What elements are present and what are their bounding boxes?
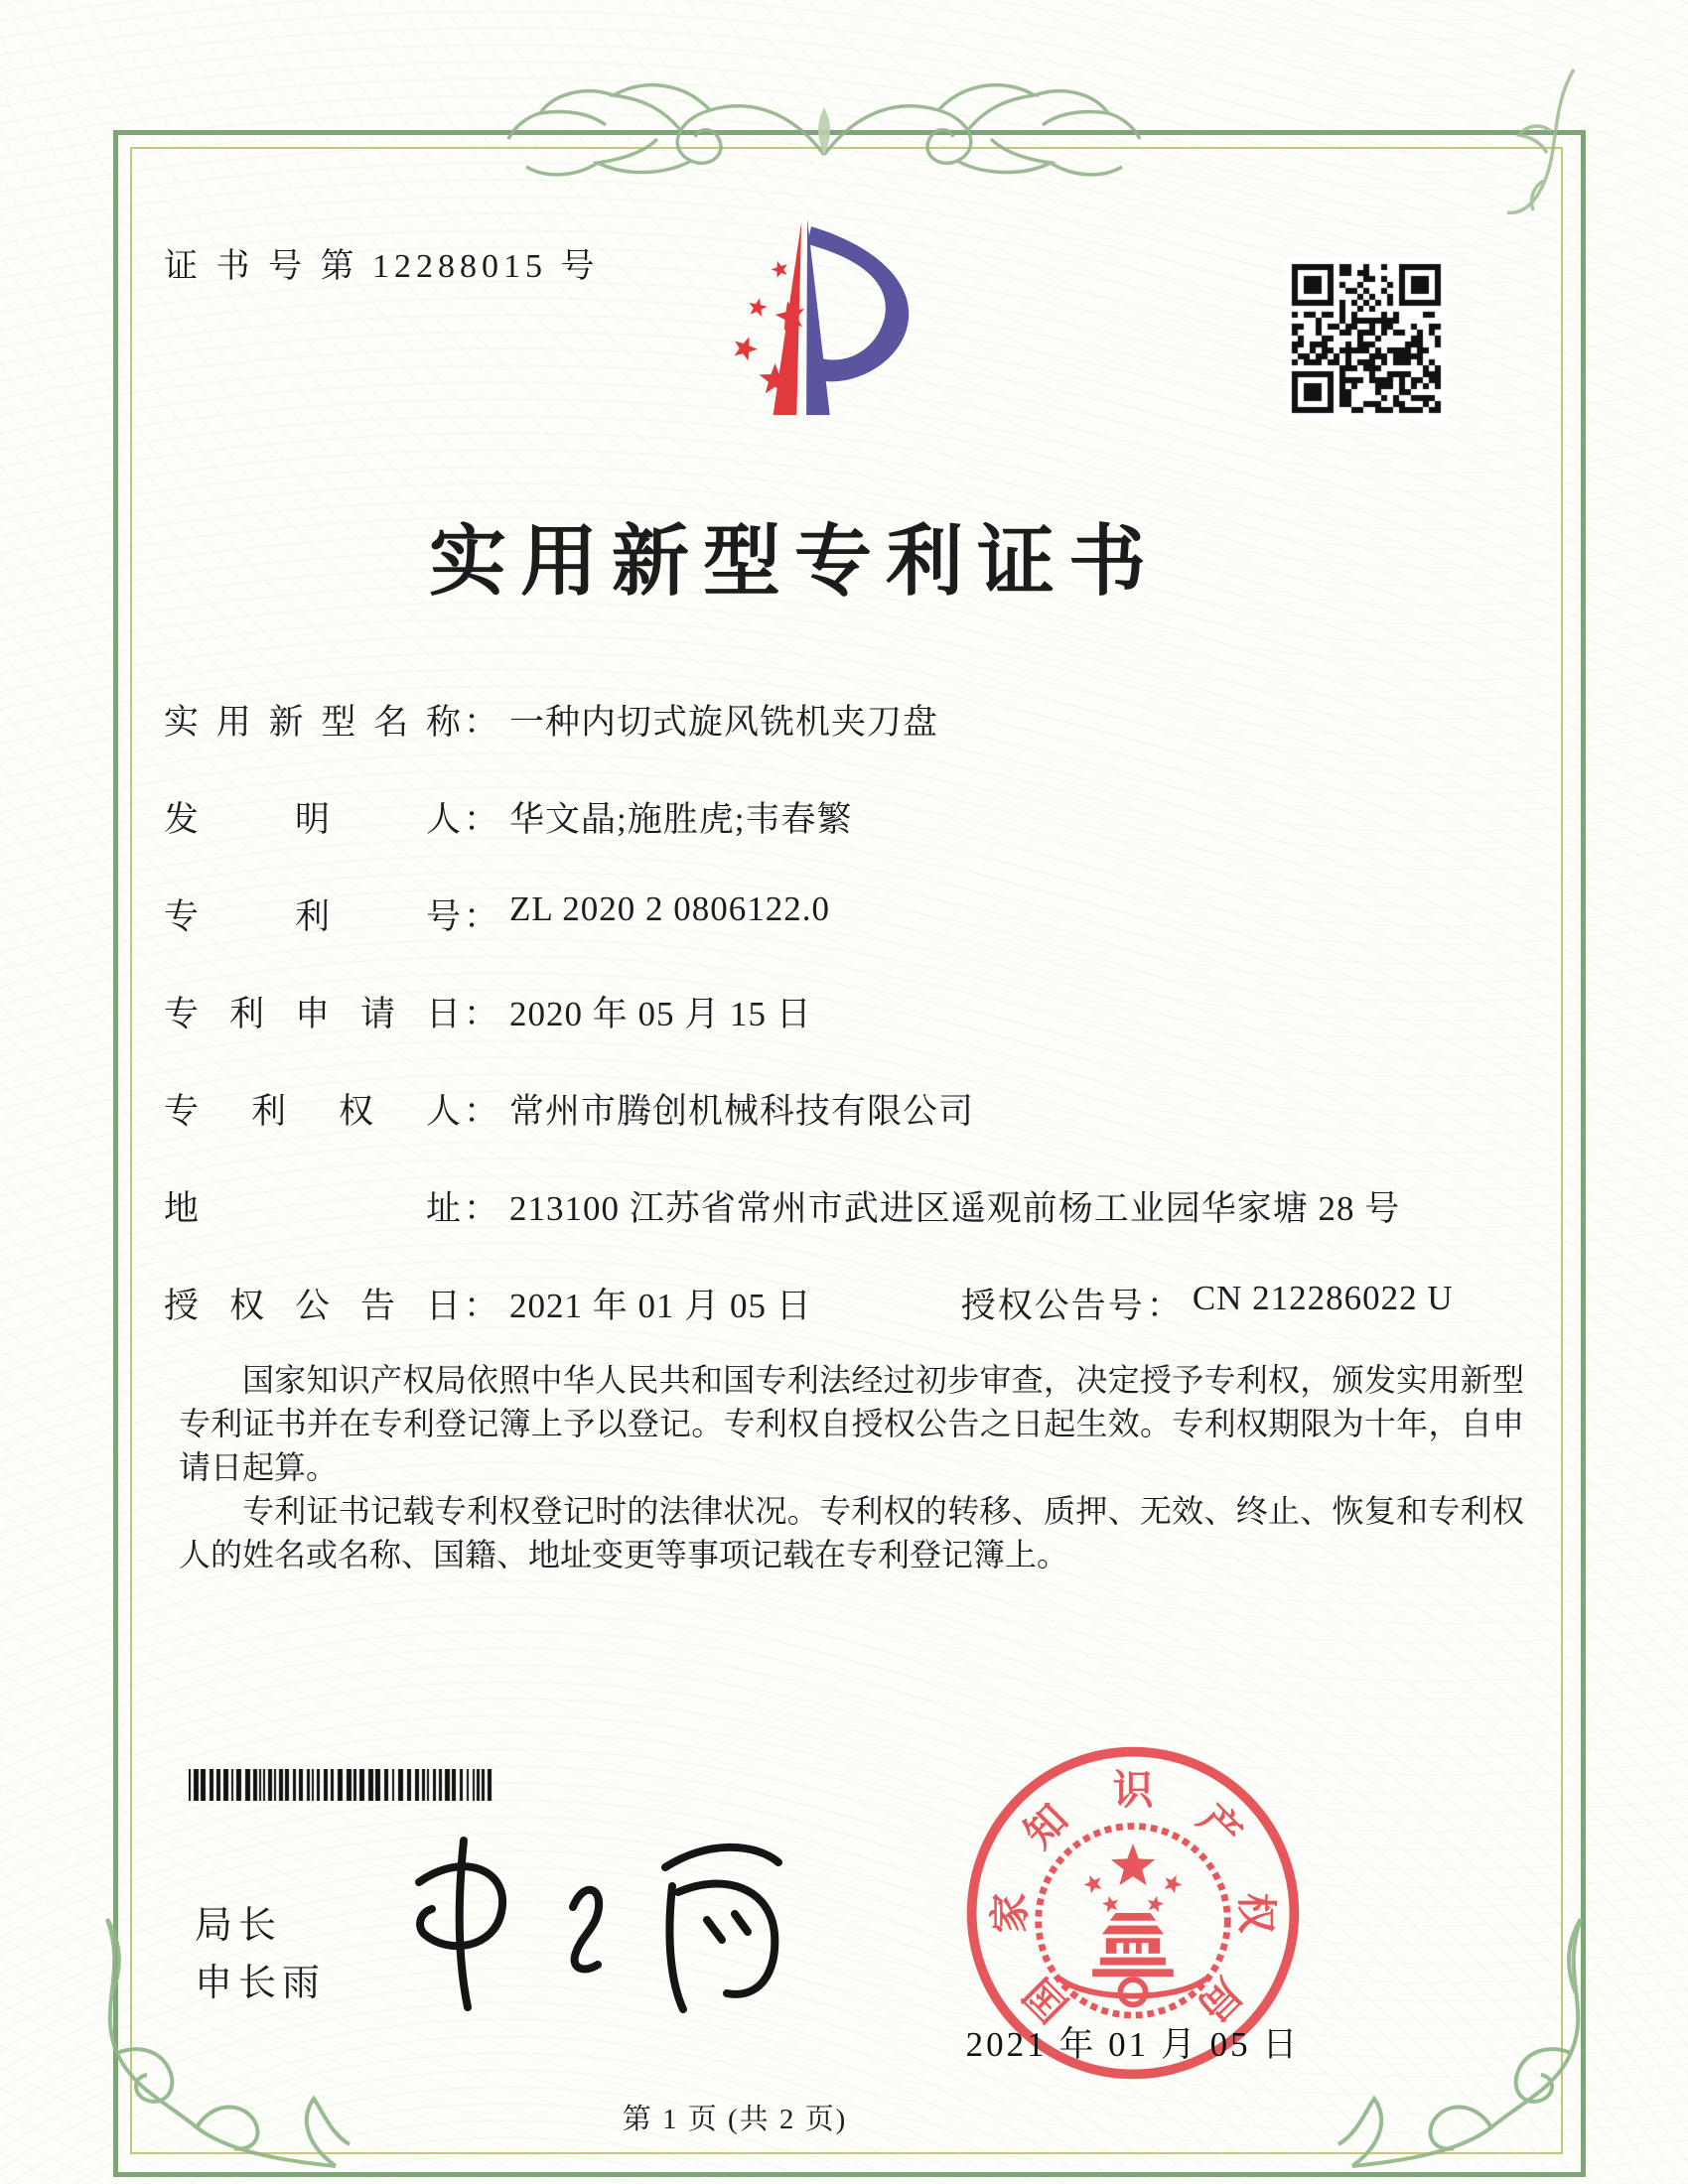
field-value: 2020 年 05 月 15 日 [509,995,812,1033]
field-colon: ： [464,703,500,742]
field-row-patent-number [164,889,1544,987]
field-label: 授权公告号 [960,1287,1145,1325]
field-colon: ： [464,1189,500,1228]
svg-text:权: 权 [1232,1892,1278,1934]
field-row-patentee [164,1084,1544,1181]
field-label: 专利号 [164,897,462,936]
cnipa-logo-icon [685,171,939,429]
field-label: 授权公告日 [164,1287,462,1325]
field-colon: ： [464,995,500,1033]
legal-text [179,1358,1524,1576]
field-row-inventor [164,792,1544,889]
field-list [164,695,1544,1376]
svg-text:局: 局 [1189,1969,1250,2030]
field-value: 2021 年 01 月 05 日 [509,1287,812,1325]
certificate-number: 证 书 号 第 12288015 号 [164,248,600,285]
field-value: 213100 江苏省常州市武进区遥观前杨工业园华家塘 28 号 [509,1189,1401,1228]
page-footer: 第 1 页 (共 2 页) [622,2104,848,2135]
field-colon: ： [464,800,500,839]
field-value: CN 212286022 U [1192,1279,1454,1317]
svg-text:家: 家 [988,1892,1034,1934]
commissioner-name: 申长雨 [195,1963,327,2004]
field-value: ZL 2020 2 0806122.0 [509,889,830,928]
field-colon: ： [464,897,500,936]
signature-icon [369,1813,816,2026]
field-label: 地址 [164,1189,462,1228]
field-value: 常州市腾创机械科技有限公司 [509,1092,975,1131]
field-value: 华文晶;施胜虎;韦春繁 [509,800,853,839]
field-label: 专利权人 [164,1092,462,1131]
field-colon: ： [1146,1287,1183,1325]
barcode-icon [189,1769,496,1801]
commissioner-label: 局长 [195,1905,283,1947]
field-value: 一种内切式旋风铣机夹刀盘 [509,703,939,742]
svg-text:国: 国 [1016,1969,1077,2030]
field-label: 实用新型名称 [164,703,462,742]
svg-text:知: 知 [1016,1796,1077,1857]
certificate-title: 实用新型专利证书 [428,518,1160,605]
field-label: 发明人 [164,800,462,839]
legal-paragraph: 国家知识产权局依照中华人民共和国专利法经过初步审查，决定授予专利权，颁发实用新型专利证书并在专利登记簿上予以登记。专利权自授权公告之日起生效。专利权期限为十年，自申请日起算。 [179,1362,1524,1485]
field-row-filing-date [164,987,1544,1084]
legal-paragraph: 专利证书记载专利权登记时的法律状况。专利权的转移、质押、无效、终止、恢复和专利权人的姓名或名称、国籍、地址变更等事项记载在专利登记簿上。 [179,1493,1524,1572]
national-emblem-icon [1039,1827,1228,2016]
field-colon: ： [464,1287,500,1325]
field-row-utility-model-name [164,695,1544,792]
seal-date: 2021 年 01 月 05 日 [965,2025,1301,2064]
svg-text:产: 产 [1189,1796,1250,1857]
svg-text:识: 识 [1112,1768,1154,1814]
field-row-address [164,1181,1544,1279]
qr-code-icon [1286,258,1447,419]
field-label: 专利申请日 [164,995,462,1033]
field-colon: ： [464,1092,500,1131]
